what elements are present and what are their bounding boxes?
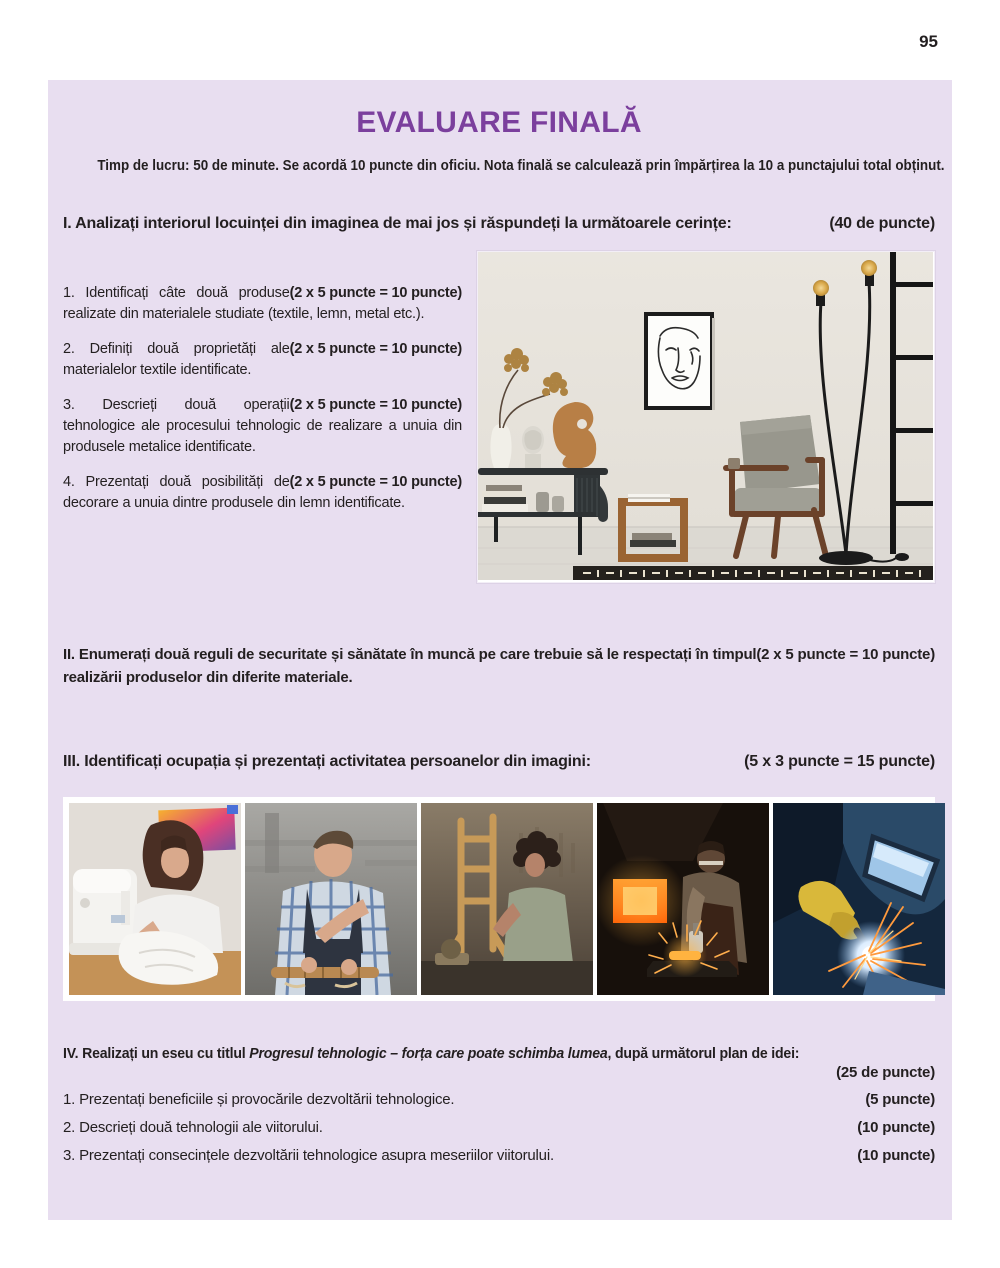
light-bulb — [813, 280, 829, 296]
occupations-photo-strip — [63, 797, 935, 1001]
photo-seamstress — [69, 803, 241, 995]
question-2-text: 2. Definiți două proprietăți ale materialelor textile identificate. — [63, 341, 290, 378]
section-3-heading: III. Identificați ocupația și prezentați activitatea persoanelor din imagini: — [63, 753, 591, 770]
question-1-text: 1. Identificați câte două produse realizate din materialele studiate (textile, lemn, metal etc.). — [63, 285, 425, 322]
photo-blacksmith — [597, 803, 769, 995]
bust-sculpture — [522, 426, 544, 468]
subtitle-row — [63, 157, 945, 175]
photo-carpenter — [245, 803, 417, 995]
section-2-heading — [63, 643, 935, 689]
light-bulb — [861, 260, 877, 276]
essay-item-3-points: (10 puncte) — [857, 1147, 935, 1164]
section-3-points: (5 x 3 puncte = 15 puncte) — [744, 753, 935, 770]
line-art-poster — [646, 314, 715, 410]
page-title: EVALUARE FINALĂ — [356, 106, 642, 139]
section-1-points: (40 de puncte) — [829, 215, 935, 232]
essay-item-2-points: (10 puncte) — [857, 1119, 935, 1136]
interior-living-room-photo — [477, 251, 935, 583]
section-1-heading: I. Analizați interiorul locuinței din imaginea de mai jos și răspundeți la următoarele cerințe: — [63, 215, 732, 232]
section-1-questions — [63, 251, 462, 583]
evaluation-panel — [48, 80, 952, 1220]
question-4-text: 4. Prezentați două posibilități de decorare a unuia dintre produsele din lemn identificate. — [63, 474, 405, 511]
books-stack — [482, 485, 528, 512]
photo-welder — [773, 803, 945, 995]
section-4-points: (25 de puncte) — [836, 1064, 935, 1081]
section-2-points: (2 x 5 puncte = 10 puncte) — [756, 646, 935, 663]
interior-photo-illustration — [478, 252, 933, 580]
section-3-heading-row — [63, 753, 935, 771]
essay-item-1-points: (5 puncte) — [865, 1091, 935, 1108]
essay-item-3 — [63, 1147, 935, 1165]
workbench — [421, 961, 593, 995]
essay-item-2-text: 2. Descrieți două tehnologii ale viitorului. — [63, 1119, 323, 1136]
exam-instructions: Timp de lucru: 50 de minute. Se acordă 10 puncte din oficiu. Nota finală se calculează prin împărțirea la 10 a punctajului total obținut. — [97, 158, 945, 174]
question-3 — [63, 395, 462, 458]
essay-item-3-text: 3. Prezentați consecințele dezvoltării tehnologice asupra meseriilor viitorului. — [63, 1147, 554, 1164]
section-2-text: II. Enumerați două reguli de securitate și sănătate în muncă pe care trebuie să le respectați în timpul realizării produselor din diferite materiale. — [63, 646, 757, 686]
page-number: 95 — [919, 32, 938, 51]
question-3-text: 3. Descrieți două operații tehnologice ale procesului tehnologic de realizare a unuia din produsele metalice identificate. — [63, 397, 463, 455]
photo-chair-maker — [421, 803, 593, 995]
section-1-body — [63, 251, 935, 583]
question-1 — [63, 283, 462, 325]
question-3-points: (2 x 5 puncte = 10 puncte) — [289, 397, 463, 413]
forge-furnace — [597, 855, 687, 947]
question-1-points: (2 x 5 puncte = 10 puncte) — [289, 285, 463, 301]
question-4-points: (2 x 5 puncte = 10 puncte) — [289, 474, 463, 490]
rug — [573, 566, 933, 580]
section-4-heading: IV. Realizați un eseu cu titlul Progresul tehnologic – forța care poate schimba lumea, după următorul plan de idei: — [63, 1045, 800, 1062]
essay-title: Progresul tehnologic – forța care poate schimba lumea — [249, 1045, 608, 1062]
question-4 — [63, 472, 462, 514]
question-2 — [63, 339, 462, 381]
section-4 — [63, 1045, 935, 1165]
essay-item-2 — [63, 1119, 935, 1137]
section-1-heading-row — [63, 215, 935, 233]
question-2-points: (2 x 5 puncte = 10 puncte) — [289, 341, 463, 357]
essay-item-1-text: 1. Prezentați beneficiile și provocările dezvoltării tehnologice. — [63, 1091, 455, 1108]
essay-item-1 — [63, 1091, 935, 1109]
